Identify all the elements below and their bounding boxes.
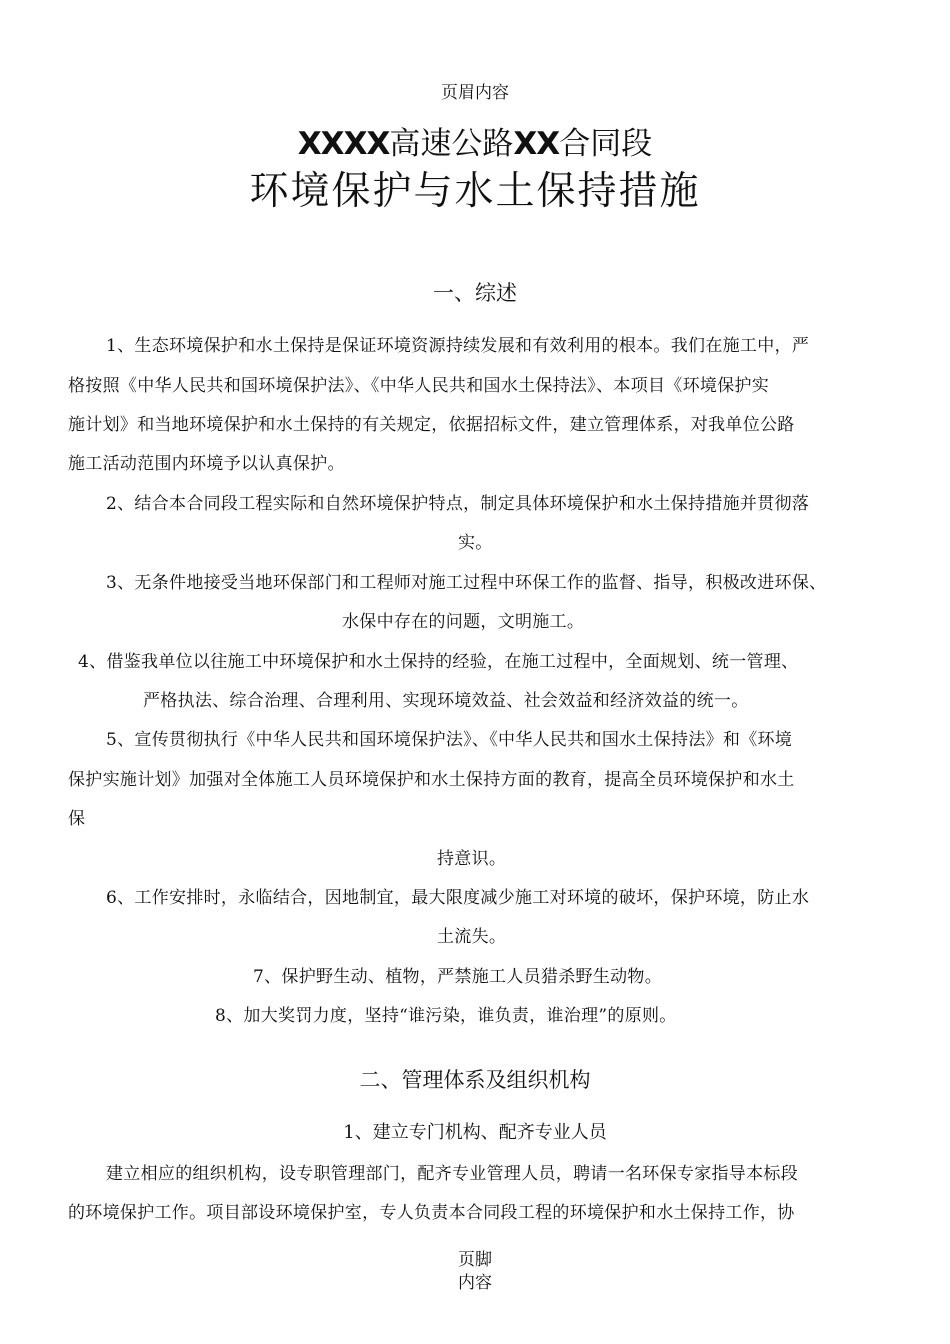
paragraph-line: 3、无条件地接受当地环保部门和工程师对施工过程中环保工作的监督、指导，积极改进环保、: [106, 573, 827, 593]
paragraph-line: 6、工作安排时，永临结合，因地制宜，最大限度减少施工对环境的破坏，保护环境，防止水: [106, 888, 810, 908]
paragraph-line: 土流失。: [437, 927, 507, 947]
title-road: 高速公路: [389, 126, 514, 162]
paragraph-line: 严格执法、综合治理、合理利用、实现环境效益、社会效益和经济效益的统一。: [143, 691, 749, 711]
title-code-a: XXXX: [297, 126, 390, 162]
page-header: 页眉内容: [441, 83, 509, 103]
paragraph-line: 施计划》和当地环境保护和水土保持的有关规定，依据招标文件，建立管理体系，对我单位公路: [68, 415, 795, 435]
paragraph-line: 2、结合本合同段工程实际和自然环境保护特点，制定具体环境保护和水土保持措施并贯彻落: [106, 494, 810, 514]
paragraph-line: 实。: [458, 533, 493, 553]
paragraph-line: 格按照《中华人民共和国环境保护法》、《中华人民共和国水土保持法》、本项目《环境保护实: [68, 376, 770, 396]
paragraph-line: 保护实施计划》加强对全体施工人员环境保护和水土保持方面的教育，提高全员环境保护和水土: [68, 770, 795, 790]
section-heading-management: 二、管理体系及组织机构: [359, 1068, 591, 1092]
paragraph-line: 7、保护野生动、植物，严禁施工人员猎杀野生动物。: [253, 967, 663, 987]
title-code-b: XX: [513, 126, 560, 162]
paragraph-line: 持意识。: [437, 849, 507, 869]
paragraph-line: 8、加大奖罚力度，坚持“谁污染，谁负责，谁治理”的原则。: [215, 1006, 677, 1026]
paragraph-line: 4、借鉴我单位以往施工中环境保护和水土保持的经验，在施工过程中，全面规划、统一管理、: [78, 652, 799, 672]
paragraph-line: 的环境保护工作。项目部设环境保护室，专人负责本合同段工程的环境保护和水土保持工作，协: [68, 1203, 795, 1223]
page-footer-line2: 内容: [458, 1273, 492, 1293]
document-title-line1: [0, 118, 950, 163]
paragraph-line: 水保中存在的问题，文明施工。: [342, 612, 585, 632]
paragraph-line: 施工活动范围内环境予以认真保护。: [68, 454, 345, 474]
title-section: 合同段: [559, 126, 653, 162]
paragraph-line: 保: [68, 809, 86, 829]
document-title-line2: 环境保护与水土保持措施: [249, 169, 701, 214]
paragraph-line: 1、生态环境保护和水土保持是保证环境资源持续发展和有效利用的根本。我们在施工中，严: [106, 336, 810, 356]
subsection-heading: 1、建立专门机构、配齐专业人员: [343, 1122, 607, 1143]
paragraph-line: 5、宣传贯彻执行《中华人民共和国环境保护法》、《中华人民共和国水土保持法》和《环境: [106, 730, 793, 750]
page-footer-line1: 页脚: [458, 1250, 492, 1270]
section-heading-overview: 一、综述: [433, 281, 517, 305]
paragraph-line: 建立相应的组织机构，设专职管理部门，配齐专业管理人员，聘请一名环保专家指导本标段: [106, 1164, 798, 1184]
